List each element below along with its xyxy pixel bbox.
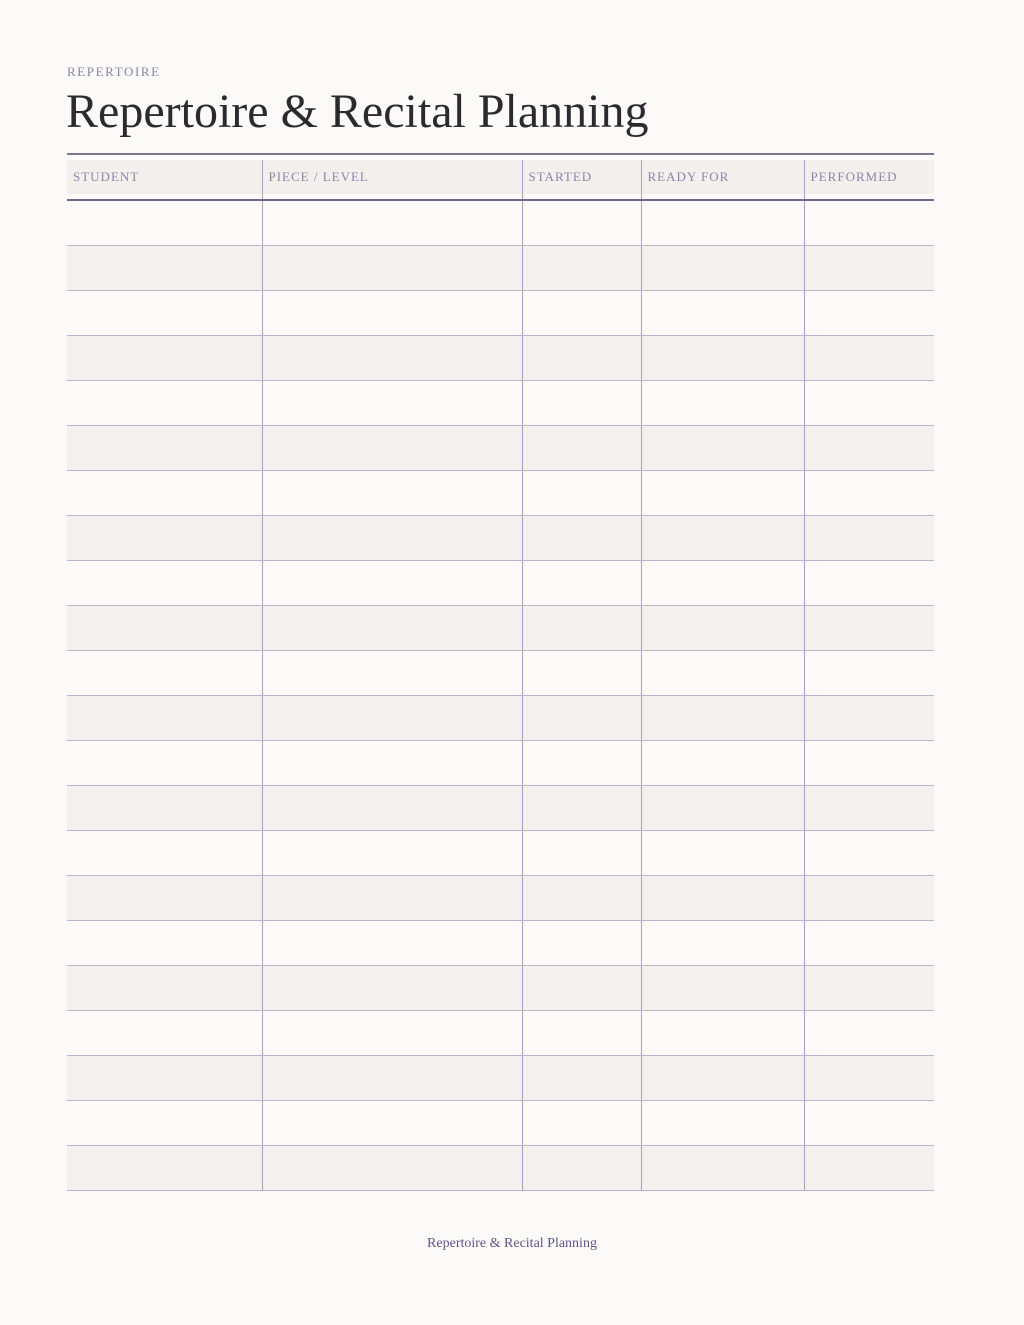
cell-piece-level[interactable] — [262, 921, 522, 966]
table-row — [67, 561, 934, 606]
cell-performed[interactable] — [804, 831, 934, 876]
cell-started[interactable] — [522, 336, 641, 381]
cell-student[interactable] — [67, 966, 262, 1011]
cell-piece-level[interactable] — [262, 876, 522, 921]
cell-ready-for[interactable] — [641, 606, 804, 651]
cell-piece-level[interactable] — [262, 200, 522, 246]
cell-student[interactable] — [67, 200, 262, 246]
cell-piece-level[interactable] — [262, 516, 522, 561]
cell-student[interactable] — [67, 831, 262, 876]
cell-performed[interactable] — [804, 1011, 934, 1056]
cell-started[interactable] — [522, 246, 641, 291]
cell-ready-for[interactable] — [641, 1011, 804, 1056]
cell-piece-level[interactable] — [262, 471, 522, 516]
cell-started[interactable] — [522, 741, 641, 786]
table-row — [67, 696, 934, 741]
cell-started[interactable] — [522, 1011, 641, 1056]
cell-piece-level[interactable] — [262, 831, 522, 876]
table-row — [67, 786, 934, 831]
page-title: Repertoire & Recital Planning — [66, 85, 649, 138]
table-row — [67, 246, 934, 291]
cell-student[interactable] — [67, 1101, 262, 1146]
cell-piece-level[interactable] — [262, 966, 522, 1011]
cell-student[interactable] — [67, 516, 262, 561]
table-row — [67, 966, 934, 1011]
cell-piece-level[interactable] — [262, 1011, 522, 1056]
cell-piece-level[interactable] — [262, 606, 522, 651]
cell-started[interactable] — [522, 1146, 641, 1191]
cell-student[interactable] — [67, 696, 262, 741]
cell-student[interactable] — [67, 381, 262, 426]
table-row — [67, 291, 934, 336]
cell-piece-level[interactable] — [262, 561, 522, 606]
cell-student[interactable] — [67, 1056, 262, 1101]
cell-student[interactable] — [67, 1011, 262, 1056]
table-row — [67, 741, 934, 786]
cell-performed[interactable] — [804, 291, 934, 336]
table-row — [67, 1056, 934, 1101]
cell-piece-level[interactable] — [262, 741, 522, 786]
cell-performed[interactable] — [804, 1101, 934, 1146]
cell-student[interactable] — [67, 426, 262, 471]
cell-started[interactable] — [522, 921, 641, 966]
cell-performed[interactable] — [804, 561, 934, 606]
table-row — [67, 200, 934, 246]
page-footer: Repertoire & Recital Planning — [427, 1236, 597, 1251]
cell-started[interactable] — [522, 426, 641, 471]
cell-started[interactable] — [522, 1056, 641, 1101]
cell-ready-for[interactable] — [641, 741, 804, 786]
cell-piece-level[interactable] — [262, 1101, 522, 1146]
cell-piece-level[interactable] — [262, 336, 522, 381]
column-header-started: STARTED — [522, 160, 641, 194]
table-header-row — [67, 160, 934, 194]
cell-piece-level[interactable] — [262, 1146, 522, 1191]
cell-started[interactable] — [522, 831, 641, 876]
cell-ready-for[interactable] — [641, 651, 804, 696]
cell-ready-for[interactable] — [641, 876, 804, 921]
cell-piece-level[interactable] — [262, 786, 522, 831]
cell-ready-for[interactable] — [641, 966, 804, 1011]
cell-performed[interactable] — [804, 426, 934, 471]
cell-piece-level[interactable] — [262, 246, 522, 291]
cell-student[interactable] — [67, 336, 262, 381]
table-row — [67, 381, 934, 426]
table-row — [67, 921, 934, 966]
cell-started[interactable] — [522, 876, 641, 921]
section-kicker: REPERTOIRE — [67, 64, 161, 79]
cell-ready-for[interactable] — [641, 381, 804, 426]
title-divider — [67, 153, 934, 155]
cell-performed[interactable] — [804, 966, 934, 1011]
cell-ready-for[interactable] — [641, 246, 804, 291]
cell-ready-for[interactable] — [641, 200, 804, 246]
cell-performed[interactable] — [804, 1056, 934, 1101]
cell-started[interactable] — [522, 651, 641, 696]
cell-student[interactable] — [67, 561, 262, 606]
cell-ready-for[interactable] — [641, 921, 804, 966]
cell-performed[interactable] — [804, 336, 934, 381]
table-row — [67, 831, 934, 876]
cell-ready-for[interactable] — [641, 1056, 804, 1101]
cell-student[interactable] — [67, 291, 262, 336]
cell-started[interactable] — [522, 786, 641, 831]
cell-ready-for[interactable] — [641, 471, 804, 516]
cell-performed[interactable] — [804, 516, 934, 561]
table-row — [67, 606, 934, 651]
cell-student[interactable] — [67, 1146, 262, 1191]
cell-student[interactable] — [67, 921, 262, 966]
cell-ready-for[interactable] — [641, 831, 804, 876]
table-row — [67, 1011, 934, 1056]
table-row — [67, 426, 934, 471]
column-header-piece-level: PIECE / LEVEL — [262, 160, 522, 194]
cell-started[interactable] — [522, 291, 641, 336]
cell-ready-for[interactable] — [641, 696, 804, 741]
table-row — [67, 1101, 934, 1146]
cell-student[interactable] — [67, 606, 262, 651]
table-row — [67, 651, 934, 696]
cell-student[interactable] — [67, 471, 262, 516]
cell-piece-level[interactable] — [262, 426, 522, 471]
cell-started[interactable] — [522, 966, 641, 1011]
cell-started[interactable] — [522, 696, 641, 741]
cell-ready-for[interactable] — [641, 516, 804, 561]
table-body — [67, 200, 934, 1191]
cell-piece-level[interactable] — [262, 696, 522, 741]
cell-piece-level[interactable] — [262, 1056, 522, 1101]
cell-started[interactable] — [522, 606, 641, 651]
cell-performed[interactable] — [804, 471, 934, 516]
cell-performed[interactable] — [804, 741, 934, 786]
column-header-performed: PERFORMED — [804, 160, 934, 194]
cell-student[interactable] — [67, 786, 262, 831]
column-header-ready-for: READY FOR — [641, 160, 804, 194]
cell-ready-for[interactable] — [641, 786, 804, 831]
cell-performed[interactable] — [804, 200, 934, 246]
cell-ready-for[interactable] — [641, 426, 804, 471]
cell-ready-for[interactable] — [641, 1101, 804, 1146]
cell-performed[interactable] — [804, 246, 934, 291]
cell-performed[interactable] — [804, 786, 934, 831]
cell-performed[interactable] — [804, 606, 934, 651]
cell-started[interactable] — [522, 516, 641, 561]
cell-ready-for[interactable] — [641, 336, 804, 381]
table-row — [67, 516, 934, 561]
cell-ready-for[interactable] — [641, 561, 804, 606]
cell-piece-level[interactable] — [262, 381, 522, 426]
table-row — [67, 471, 934, 516]
column-header-student: STUDENT — [67, 160, 262, 194]
cell-performed[interactable] — [804, 876, 934, 921]
cell-performed[interactable] — [804, 921, 934, 966]
table-row — [67, 336, 934, 381]
table-row — [67, 876, 934, 921]
cell-started[interactable] — [522, 561, 641, 606]
cell-performed[interactable] — [804, 696, 934, 741]
table-row — [67, 1146, 934, 1191]
cell-started[interactable] — [522, 200, 641, 246]
cell-started[interactable] — [522, 1101, 641, 1146]
cell-student[interactable] — [67, 741, 262, 786]
cell-started[interactable] — [522, 381, 641, 426]
cell-ready-for[interactable] — [641, 291, 804, 336]
cell-student[interactable] — [67, 246, 262, 291]
cell-piece-level[interactable] — [262, 291, 522, 336]
cell-performed[interactable] — [804, 651, 934, 696]
cell-student[interactable] — [67, 876, 262, 921]
repertoire-table — [67, 160, 934, 1191]
cell-student[interactable] — [67, 651, 262, 696]
cell-ready-for[interactable] — [641, 1146, 804, 1191]
cell-performed[interactable] — [804, 381, 934, 426]
cell-performed[interactable] — [804, 1146, 934, 1191]
cell-piece-level[interactable] — [262, 651, 522, 696]
cell-started[interactable] — [522, 471, 641, 516]
